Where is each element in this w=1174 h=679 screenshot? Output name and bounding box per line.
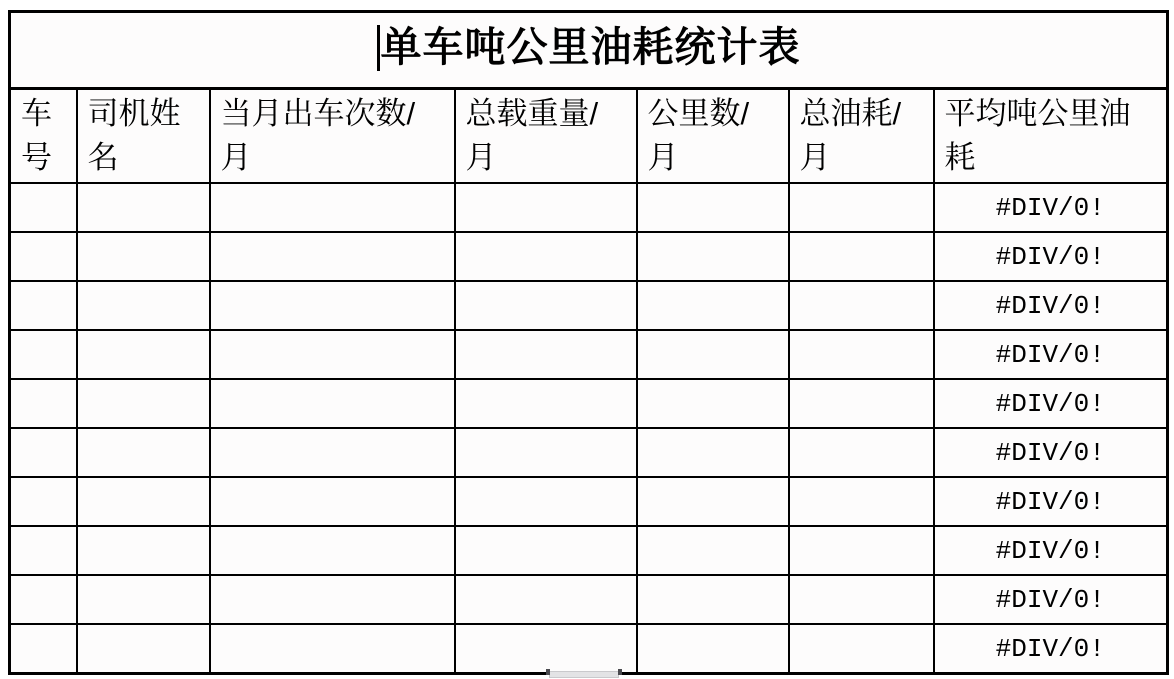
table-header-row (10, 89, 1168, 184)
cell-fuel[interactable] (789, 330, 934, 379)
cell-driver-name[interactable] (77, 526, 210, 575)
cell-load[interactable] (455, 624, 637, 674)
cell-fuel[interactable] (789, 379, 934, 428)
cell-load[interactable] (455, 379, 637, 428)
cell-km[interactable] (637, 624, 789, 674)
cell-load[interactable] (455, 281, 637, 330)
cell-fuel[interactable] (789, 575, 934, 624)
cell-load[interactable] (455, 477, 637, 526)
cell-km[interactable] (637, 575, 789, 624)
column-header-total-fuel-per-month[interactable]: 总油耗/月 (789, 89, 934, 184)
table-row (10, 624, 1168, 674)
cell-div0-error[interactable]: #DIV/0! (934, 526, 1168, 575)
cell-vehicle-no[interactable] (10, 330, 77, 379)
table-row (10, 575, 1168, 624)
cell-vehicle-no[interactable] (10, 575, 77, 624)
cell-div0-error[interactable]: #DIV/0! (934, 575, 1168, 624)
column-header-avg-ton-km-fuel[interactable]: 平均吨公里油耗 (934, 89, 1168, 184)
cell-load[interactable] (455, 183, 637, 232)
cell-trips[interactable] (210, 232, 455, 281)
text-cursor-icon (377, 25, 380, 71)
cell-trips[interactable] (210, 379, 455, 428)
cell-trips[interactable] (210, 183, 455, 232)
cell-trips[interactable] (210, 477, 455, 526)
cell-driver-name[interactable] (77, 575, 210, 624)
cell-km[interactable] (637, 477, 789, 526)
cell-div0-error[interactable]: #DIV/0! (934, 379, 1168, 428)
cell-div0-error[interactable]: #DIV/0! (934, 330, 1168, 379)
cell-driver-name[interactable] (77, 624, 210, 674)
scrollbar-thumb-fragment[interactable] (546, 669, 622, 679)
cell-trips[interactable] (210, 428, 455, 477)
fuel-consumption-table (8, 10, 1169, 675)
cell-trips[interactable] (210, 526, 455, 575)
cell-div0-error[interactable]: #DIV/0! (934, 281, 1168, 330)
cell-km[interactable] (637, 428, 789, 477)
cell-driver-name[interactable] (77, 477, 210, 526)
table-row (10, 428, 1168, 477)
cell-km[interactable] (637, 232, 789, 281)
cell-fuel[interactable] (789, 624, 934, 674)
cell-div0-error[interactable]: #DIV/0! (934, 428, 1168, 477)
cell-div0-error[interactable]: #DIV/0! (934, 477, 1168, 526)
page-title: 单车吨公里油耗统计表 (380, 24, 801, 70)
cell-vehicle-no[interactable] (10, 526, 77, 575)
table-row (10, 232, 1168, 281)
cell-driver-name[interactable] (77, 183, 210, 232)
table-row (10, 379, 1168, 428)
table-row (10, 477, 1168, 526)
cell-km[interactable] (637, 526, 789, 575)
cell-load[interactable] (455, 575, 637, 624)
table-row (10, 330, 1168, 379)
cell-driver-name[interactable] (77, 232, 210, 281)
cell-fuel[interactable] (789, 477, 934, 526)
cell-trips[interactable] (210, 575, 455, 624)
cell-div0-error[interactable]: #DIV/0! (934, 183, 1168, 232)
table-title-row (10, 12, 1168, 89)
cell-vehicle-no[interactable] (10, 477, 77, 526)
table-row (10, 281, 1168, 330)
table-row (10, 183, 1168, 232)
cell-fuel[interactable] (789, 526, 934, 575)
title-cell[interactable] (10, 12, 1168, 89)
cell-trips[interactable] (210, 624, 455, 674)
handle-bar (549, 671, 619, 678)
cell-div0-error[interactable]: #DIV/0! (934, 624, 1168, 674)
cell-load[interactable] (455, 526, 637, 575)
cell-driver-name[interactable] (77, 428, 210, 477)
column-header-driver-name[interactable]: 司机姓名 (77, 89, 210, 184)
column-header-total-load-per-month[interactable]: 总载重量/月 (455, 89, 637, 184)
handle-left-tick (546, 669, 550, 675)
cell-driver-name[interactable] (77, 379, 210, 428)
cell-km[interactable] (637, 330, 789, 379)
column-header-trips-per-month[interactable]: 当月出车次数/月 (210, 89, 455, 184)
cell-load[interactable] (455, 428, 637, 477)
table-row (10, 526, 1168, 575)
cell-km[interactable] (637, 281, 789, 330)
cell-vehicle-no[interactable] (10, 428, 77, 477)
cell-fuel[interactable] (789, 281, 934, 330)
cell-vehicle-no[interactable] (10, 281, 77, 330)
column-header-km-per-month[interactable]: 公里数/月 (637, 89, 789, 184)
cell-fuel[interactable] (789, 428, 934, 477)
cell-driver-name[interactable] (77, 281, 210, 330)
cell-vehicle-no[interactable] (10, 232, 77, 281)
cell-fuel[interactable] (789, 232, 934, 281)
cell-km[interactable] (637, 183, 789, 232)
column-header-vehicle-no[interactable]: 车号 (10, 89, 77, 184)
cell-km[interactable] (637, 379, 789, 428)
cell-vehicle-no[interactable] (10, 624, 77, 674)
cell-trips[interactable] (210, 330, 455, 379)
cell-load[interactable] (455, 330, 637, 379)
cell-div0-error[interactable]: #DIV/0! (934, 232, 1168, 281)
cell-trips[interactable] (210, 281, 455, 330)
cell-load[interactable] (455, 232, 637, 281)
cell-fuel[interactable] (789, 183, 934, 232)
cell-driver-name[interactable] (77, 330, 210, 379)
cell-vehicle-no[interactable] (10, 379, 77, 428)
cell-vehicle-no[interactable] (10, 183, 77, 232)
handle-right-tick (618, 669, 622, 675)
